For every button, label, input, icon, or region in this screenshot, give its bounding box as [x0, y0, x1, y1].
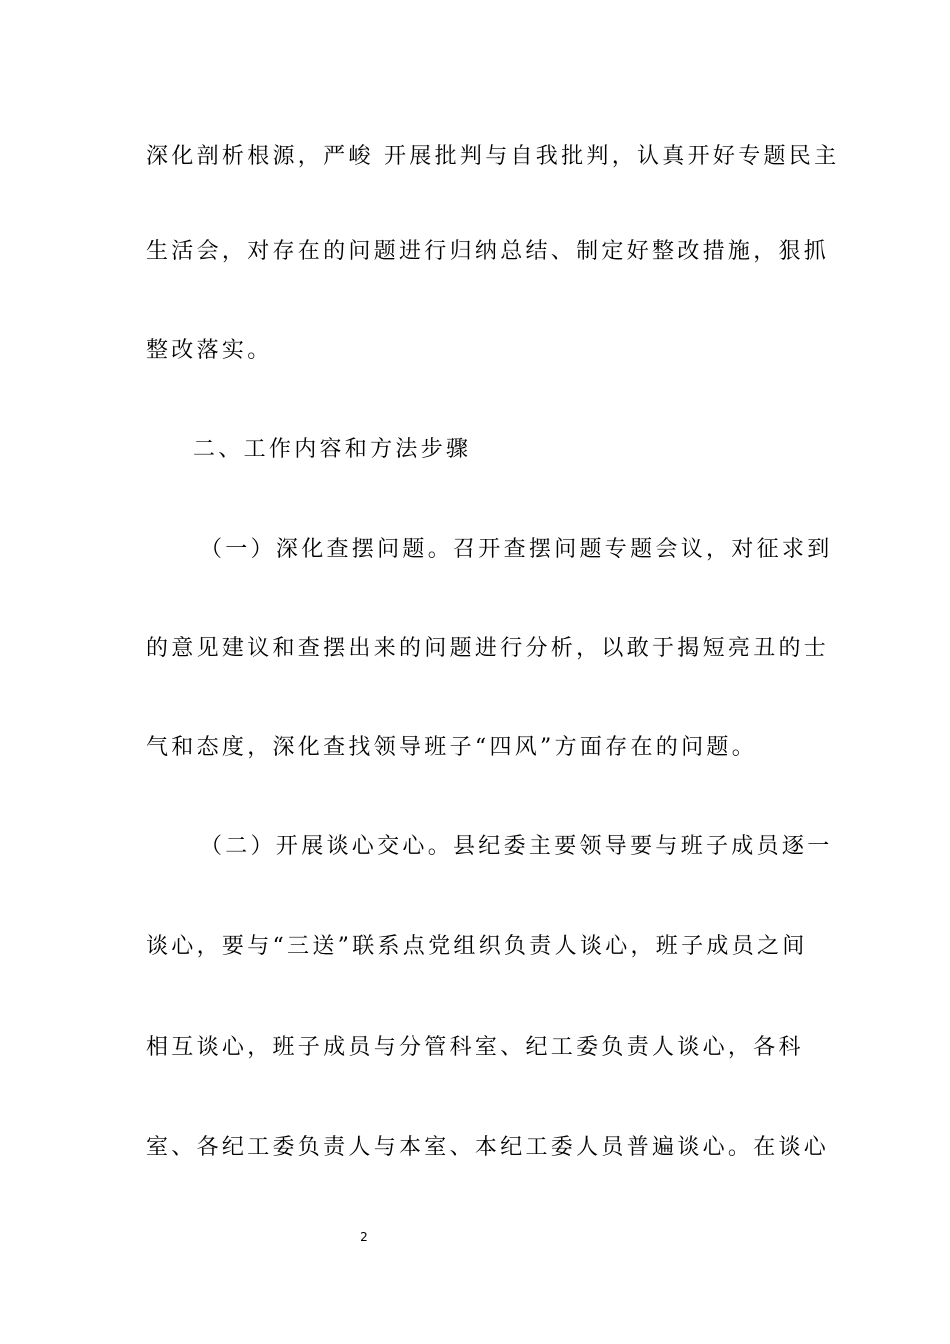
paragraph-2-line-1: （一）深化查摆问题。召开查摆问题专题会议，对征求到 [200, 537, 833, 562]
paragraph-3-line-1: （二）开展谈心交心。县纪委主要领导要与班子成员逐一 [200, 834, 833, 859]
paragraph-1-line-3: 整改落实。 [146, 338, 273, 363]
paragraph-3-line-4: 室、各纪工委负责人与本室、本纪工委人员普遍谈心。在谈心 [146, 1135, 830, 1160]
section-heading: 二、工作内容和方法步骤 [193, 437, 472, 462]
paragraph-3-line-3: 相互谈心，班子成员与分管科室、纪工委负责人谈心，各科 [146, 1035, 804, 1060]
paragraph-2-line-2: 的意见建议和查摆出来的问题进行分析，以敢于揭短亮丑的士 [146, 636, 830, 661]
paragraph-3-line-2: 谈心，要与“三送”联系点党组织负责人谈心，班子成员之间 [146, 934, 808, 959]
page-number: 2 [360, 1230, 368, 1244]
paragraph-1-line-1: 深化剖析根源，严峻 开展批判与自我批判，认真开好专题民主 [146, 144, 840, 169]
paragraph-2-line-3: 气和态度，深化查找领导班子“四风”方面存在的问题。 [146, 735, 757, 760]
paragraph-1-line-2: 生活会，对存在的问题进行归纳总结、制定好整改措施，狠抓 [146, 239, 830, 264]
